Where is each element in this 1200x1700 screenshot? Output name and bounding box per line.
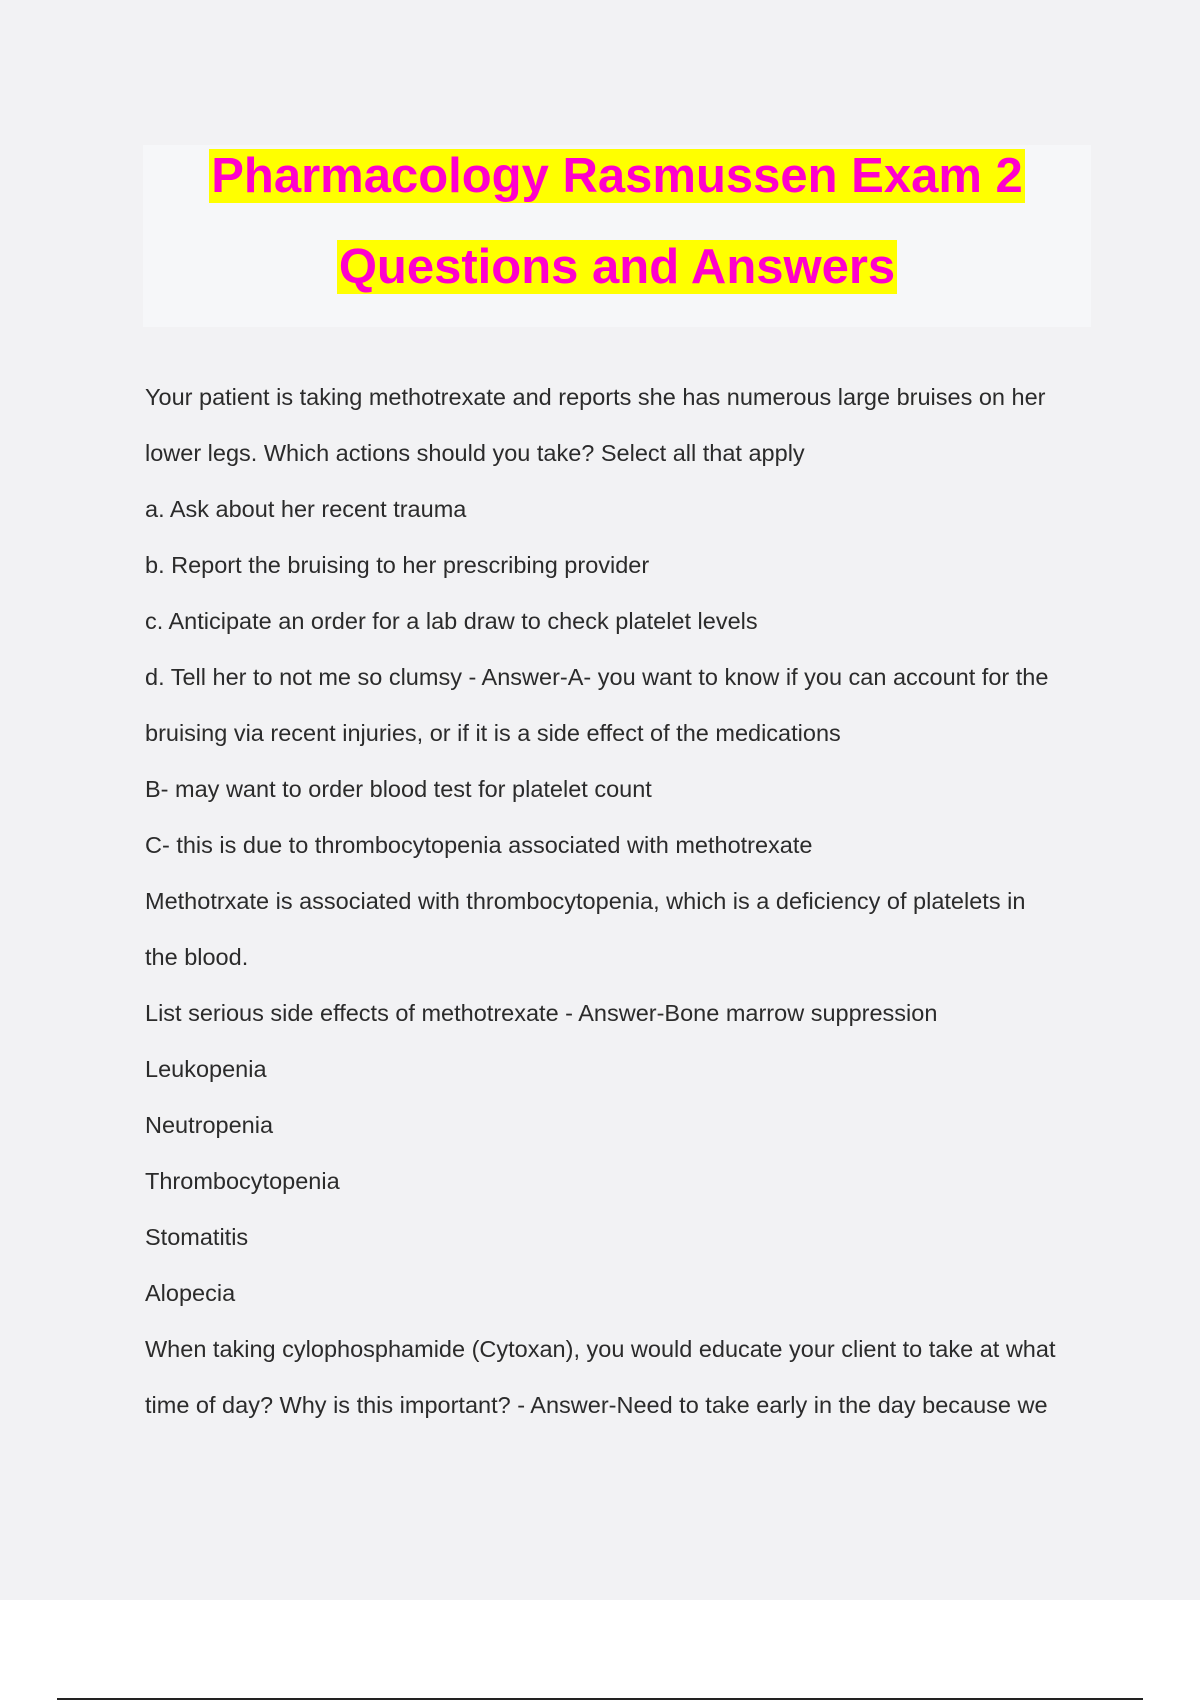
body-line: When taking cylophosphamide (Cytoxan), you would educate your client to take at what xyxy=(145,1336,1056,1362)
body-line: Your patient is taking methotrexate and reports she has numerous large bruises on her xyxy=(145,384,1046,410)
body-line: lower legs. Which actions should you take? Select all that apply xyxy=(145,440,805,466)
body-line: Stomatitis xyxy=(145,1224,249,1250)
body-line: the blood. xyxy=(145,944,249,970)
body-line: Thrombocytopenia xyxy=(145,1168,340,1194)
title-highlight-1: Pharmacology Rasmussen Exam 2 xyxy=(211,149,1023,203)
body-line: Neutropenia xyxy=(145,1112,274,1138)
body-line: a. Ask about her recent trauma xyxy=(145,496,467,522)
body-line: C- this is due to thrombocytopenia associated with methotrexate xyxy=(145,832,813,858)
title-highlight-2: Questions and Answers xyxy=(338,240,896,294)
document-body xyxy=(145,378,1095,1442)
body-line: Leukopenia xyxy=(145,1056,267,1082)
body-line: Methotrxate is associated with thrombocytopenia, which is a deficiency of platelets in xyxy=(145,888,1026,914)
document-title-line-2 xyxy=(143,238,1091,296)
document-title-line-1 xyxy=(143,147,1091,205)
body-line: time of day? Why is this important? - Answer-Need to take early in the day because we xyxy=(145,1392,1048,1418)
body-line: d. Tell her to not me so clumsy - Answer-A- you want to know if you can account for the xyxy=(145,664,1049,690)
body-line: B- may want to order blood test for platelet count xyxy=(145,776,652,802)
body-line: c. Anticipate an order for a lab draw to check platelet levels xyxy=(145,608,758,634)
body-line: List serious side effects of methotrexate - Answer-Bone marrow suppression xyxy=(145,1000,938,1026)
body-line: b. Report the bruising to her prescribing provider xyxy=(145,552,650,578)
body-line: bruising via recent injuries, or if it is a side effect of the medications xyxy=(145,720,841,746)
body-line: Alopecia xyxy=(145,1280,236,1306)
title-block xyxy=(143,145,1091,327)
